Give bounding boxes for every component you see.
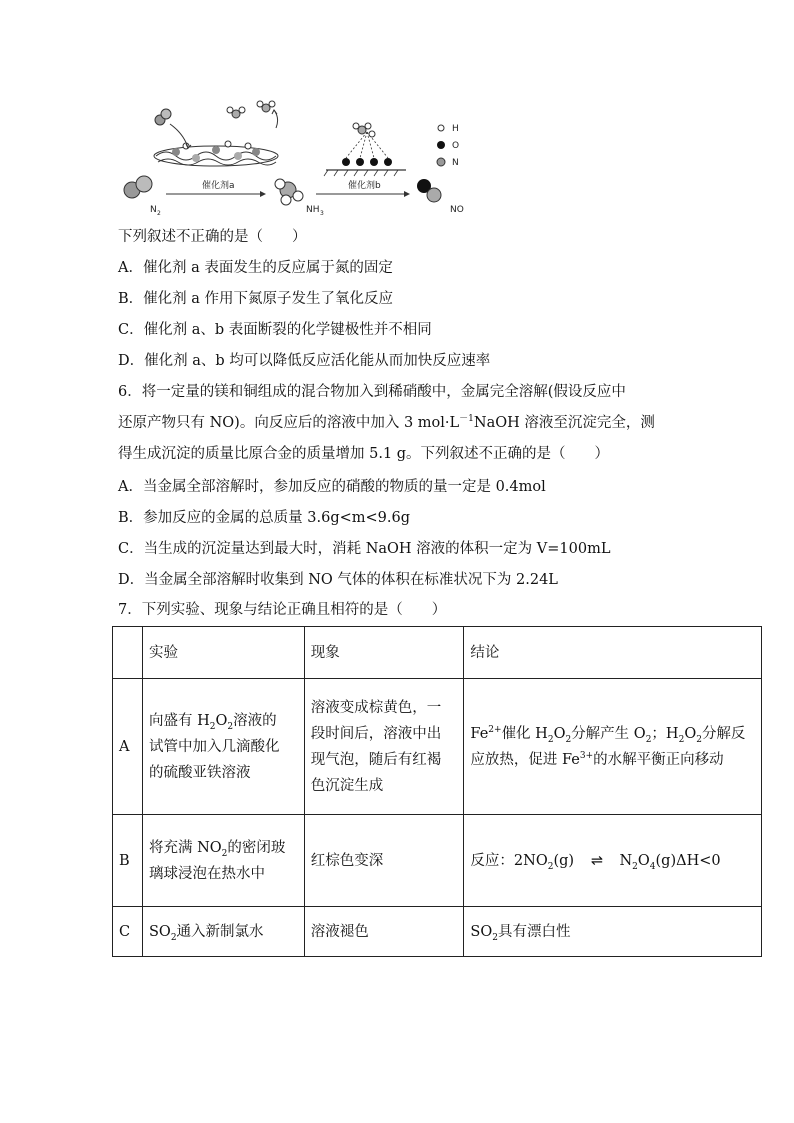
reaction-mechanism-figure — [116, 98, 476, 220]
q5-option-a: A．催化剂 a 表面发生的反应属于氮的固定 — [118, 260, 393, 276]
n2-label: N — [150, 205, 157, 215]
q6-stem-line3: 得生成沉淀的质量比原合金的质量增加 5.1 g。下列叙述不正确的是（ ） — [118, 446, 610, 462]
header-conclusion: 结论 — [464, 627, 762, 679]
adsorbing-molecule — [155, 109, 191, 148]
no-molecule — [417, 179, 441, 202]
q5-option-c: C．催化剂 a、b 表面断裂的化学键极性并不相同 — [118, 322, 432, 338]
atom-legend — [437, 124, 459, 168]
desorbing-ammonia — [227, 101, 278, 128]
q5-option-d: D．催化剂 a、b 均可以降低反应活化能从而加快反应速率 — [118, 353, 491, 369]
q7-table — [112, 626, 762, 957]
row-b-conclusion: 反应：$2NO_2(g)$ ⇌ $N_2O_4(g)\Delta H<0$ — [464, 815, 762, 907]
row-b-experiment: 将充满 $NO_2$的密闭玻 璃球浸泡在热水中 — [142, 815, 304, 907]
q6-option-b: B．参加反应的金属的总质量 3.6g<m<9.6g — [118, 510, 410, 526]
nh3-label: NH — [306, 205, 320, 215]
nh3-molecule — [275, 179, 303, 205]
row-a-conclusion: $Fe^{2+}$催化 $H_2O_2$分解产生 $O_2$；$H_2O_2$分解反 应放热，促进 $Fe^{3+}$的水解平衡正向移动 — [464, 679, 762, 815]
row-c-label: C — [113, 907, 143, 957]
row-c-experiment: $SO_2$通入新制氯水 — [142, 907, 304, 957]
catalyst-a-label: 催化剂a — [202, 181, 235, 191]
nh3-subscript: 3 — [320, 210, 324, 217]
q6-option-c: C．当生成的沉淀量达到最大时，消耗 NaOH 溶液的体积一定为 V=100mL — [118, 541, 611, 557]
q7-stem: 7．下列实验、现象与结论正确且相符的是（ ） — [118, 602, 447, 618]
table-header-row — [113, 627, 762, 679]
n2-subscript: 2 — [157, 210, 161, 217]
no-label: NO — [450, 205, 464, 215]
legend-label-o: O — [452, 141, 460, 151]
row-a-experiment: 向盛有 $H_2O_2$溶液的 试管中加入几滴酸化 的硫酸亚铁溶液 — [142, 679, 304, 815]
row-b-label: B — [113, 815, 143, 907]
q6-option-d: D．当金属全部溶解时收集到 NO 气体的体积在标准状况下为 2.24L — [118, 572, 558, 588]
header-phenomenon: 现象 — [304, 627, 464, 679]
header-experiment: 实验 — [142, 627, 304, 679]
catalyst-a-surface — [154, 141, 278, 166]
n2-molecule — [124, 176, 152, 198]
equilibrium-arrow: ⇌ — [590, 852, 603, 869]
row-a-label: A — [113, 679, 143, 815]
row-c-phenomenon: 溶液褪色 — [304, 907, 464, 957]
legend-label-h: H — [452, 124, 459, 134]
row-b-phenomenon: 红棕色变深 — [304, 815, 464, 907]
legend-label-n: N — [452, 158, 459, 168]
table-row-c — [113, 907, 762, 957]
q6-stem-line2: 还原产物只有 NO)。向反应后的溶液中加入 3 $mol\cdot L^{-1}NaOH$ 溶液至沉淀完全，测 — [118, 414, 655, 431]
q6-stem-line1: 6．将一定量的镁和铜组成的混合物加入到稀硝酸中，金属完全溶解(假设反应中 — [118, 384, 626, 400]
catalyst-b-label: 催化剂b — [348, 181, 381, 191]
catalyst-b-surface — [324, 123, 406, 176]
q6-option-a: A．当金属全部溶解时，参加反应的硝酸的物质的量一定是 0.4mol — [118, 479, 546, 495]
q5-stem: 下列叙述不正确的是（ ） — [118, 229, 307, 245]
row-a-phenomenon: 溶液变成棕黄色，一 段时间后，溶液中出 现气泡，随后有红褐 色沉淀生成 — [304, 679, 464, 815]
row-c-conclusion: $SO_2$具有漂白性 — [464, 907, 762, 957]
q5-option-b: B．催化剂 a 作用下氮原子发生了氧化反应 — [118, 291, 394, 307]
table-row-b — [113, 815, 762, 907]
table-row-a — [113, 679, 762, 815]
